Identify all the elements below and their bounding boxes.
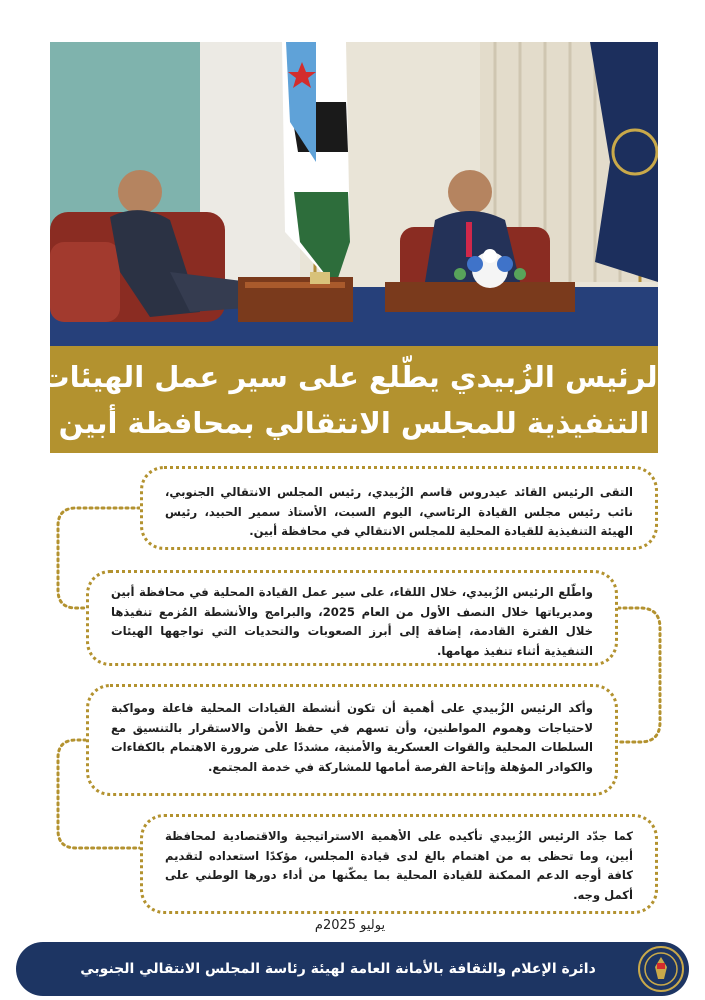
footer-banner bbox=[16, 942, 689, 996]
left-connector-line bbox=[48, 500, 148, 860]
footer-text: دائرة الإعلام والثقافة بالأمانة العامة لهيئة رئاسة المجلس الانتقالي الجنوبي bbox=[80, 961, 596, 977]
paragraph-4: كما جدّد الرئيس الزُبيدي تأكيده على الأهمية الاستراتيجية والاقتصادية لمحافظة أبين، وما تحظى به من اهتمام بالغ لدى قيادة المجلس، مؤكدًا استعداده لتقديم كافة أوجه الدعم الممكنة للقيادة المحلية بما يمكّنها من أداء دورها الوطني على أكمل وجه. bbox=[140, 814, 658, 914]
publish-date: يوليو 2025م bbox=[314, 918, 386, 933]
headline bbox=[40, 346, 668, 453]
paragraph-1: التقى الرئيس القائد عيدروس قاسم الزُبيدي، رئيس المجلس الانتقالي الجنوبي، نائب رئيس مجلس القيادة الرئاسي، اليوم السبت، الأستاذ سمير الحبيد، رئيس الهيئة التنفيذية للقيادة المحلية للمجلس الانتقالي في محافظة أبين. bbox=[140, 466, 658, 550]
meeting-photo-illustration bbox=[50, 42, 658, 346]
right-connector-line bbox=[612, 600, 672, 760]
headline-line-2: التنفيذية للمجلس الانتقالي بمحافظة أبين bbox=[58, 405, 650, 440]
headline-line-1: الرئيس الزُبيدي يطّلع على سير عمل الهيئات bbox=[40, 359, 668, 394]
paragraph-2: واطّلع الرئيس الزُبيدي، خلال اللقاء، على سير عمل القيادة المحلية في محافظة أبين ومديرياتها خلال النصف الأول من العام 2025، والبرامج والأنشطة المُزمع تنفيذها خلال الفترة القادمة، إضافة إلى أبرز الصعوبات والتحديات التي تواجهها الهيئات التنفيذية أثناء تنفيذ مهامها. bbox=[86, 570, 618, 666]
council-emblem-icon bbox=[637, 945, 685, 993]
paragraph-3: وأكد الرئيس الزُبيدي على أهمية أن تكون أنشطة القيادات المحلية فاعلة ومواكبة لاحتياجات وهموم المواطنين، وأن تسهم في حفظ الأمن والاستقرار بالتنسيق مع السلطات المحلية والقوات العسكرية والأمنية، مشددًا على ضرورة الاهتمام بالكفاءات والكوادر المؤهلة وإتاحة الفرصة أمامها للمشاركة في خدمة المجتمع. bbox=[86, 684, 618, 796]
meeting-photo bbox=[50, 42, 658, 346]
